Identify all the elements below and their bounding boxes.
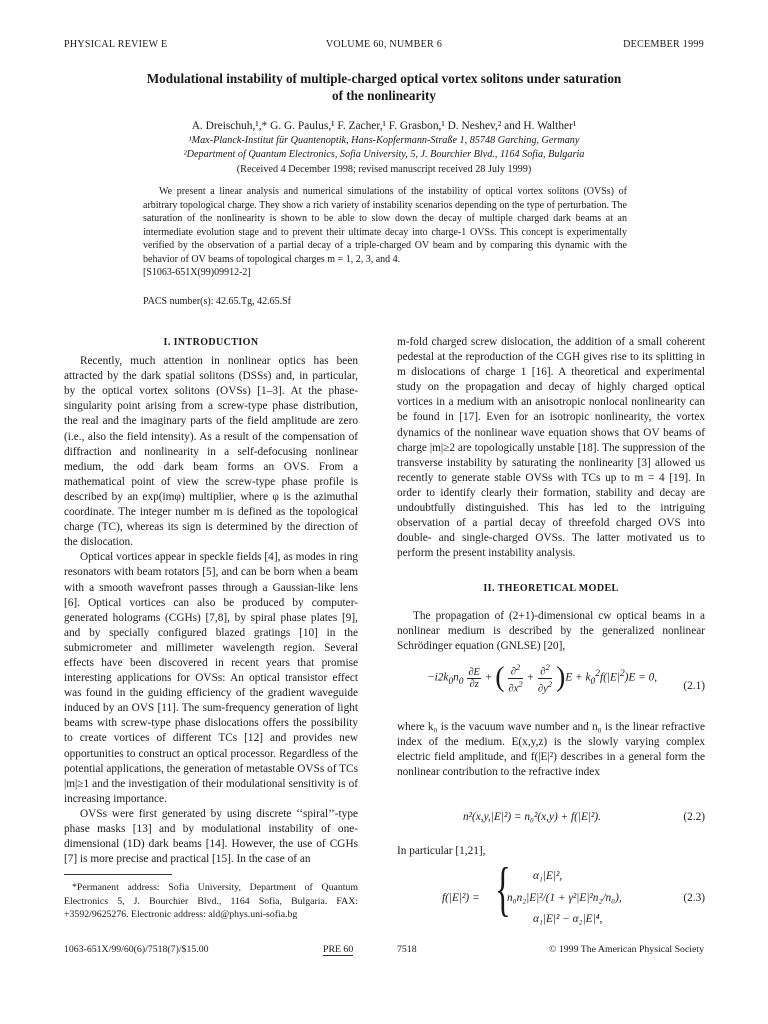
intro-paragraph-1: Recently, much attention in nonlinear optics has been attracted by the dark spatial solitons (DSSs) and, in particular, by the optical vortex solitons (OVSs) [1–3]. At the phase-singularity point arising from a screw-type phase distribution, the real and the imaginary parts of the field amplitude are zero (i.e., also the field intensity). As a result of the compensation of diffraction and nonlinearity in a self-defocusing nonlinear medium, the odd dark beam forms an OVS. From a mathematical point of view the screw-type phase profile is described by an exp(imφ) multiplier, where φ is the azimuthal coordinate. The integer number m is defined as the topological charge (TC), whereas its sign is determined by the direction of the dislocation.	[64, 355, 358, 549]
equation-2-3-case-3: α₁|E|² − α₂|E|⁴,	[533, 913, 603, 925]
section-heading-introduction: I. INTRODUCTION	[163, 337, 259, 348]
equation-2-2-body: n²(x,y,|E|²) = n₀²(x,y) + f(|E|²).	[463, 811, 601, 823]
equation-2-2-number: (2.2)	[683, 811, 705, 823]
equation-2-1-body: $-i2k_0n_0$ $\frac{\partial E}{\partial z}$ + ( $\frac{\partial^2}{\partial x^2}$ + $\frac{\partial^2}{\partial y^2}$ )$E + k_0^2f(|E|^2)E = 0$,	[427, 662, 658, 694]
equation-2-3	[397, 856, 705, 930]
left-column	[64, 335, 358, 867]
model-paragraph-2: where k₀ is the vacuum wave number and n₀ is the linear refractive index of the medium. E(x,y,z) is the slowly varying complex electric field amplitude, and f(|E|²) describes in a general form the nonlinear contribution to the refractive index	[397, 721, 705, 779]
affiliation-1: ¹Max-Planck-Institut für Quantenoptik, Hans-Kopfermann-Straße 1, 85748 Garching, Germany	[188, 135, 580, 146]
abstract-text: We present a linear analysis and numerical simulations of the instability of optical vortex solitons (OVSs) of arbitrary topological charge. They show a rich variety of instability scenarios depending on the type of perturbation. The saturation of the nonlinearity is shown to be able to slow down the decay of multiple charged dark beams at an intermediate evolution stage and to prevent their ultimate decay into charge-1 OVSs. This concept is experimentally verified by the observation of a partial decay of a triple-charged OV beam and by comparing this dynamic with the behavior of OV beams of topological charges m = 1, 2, 3, and 4.	[143, 186, 627, 265]
footnote-divider	[64, 874, 172, 875]
section-heading-theoretical-model: II. THEORETICAL MODEL	[483, 583, 619, 595]
equation-2-3-case-2: n₀n₂|E|²/(1 + γ²|E|²n₂/n₀),	[507, 892, 622, 904]
equation-2-3-number: (2.3)	[683, 892, 705, 904]
author-list: A. Dreischuh,¹,* G. G. Paulus,¹ F. Zacher,¹ F. Grasbon,¹ D. Neshev,² and H. Walther¹	[191, 120, 577, 132]
equation-2-1	[397, 662, 705, 702]
received-dates: (Received 4 December 1998; revised manuscript received 28 July 1999)	[236, 164, 532, 175]
pre-volume: PRE 60	[323, 944, 354, 955]
journal-code: 1063-651X/99/60(6)/7518(7)/$15.00	[64, 944, 209, 955]
journal-name: PHYSICAL REVIEW E	[64, 39, 168, 50]
equation-2-2	[397, 808, 705, 828]
model-paragraph-3: In particular [1,21],	[397, 845, 486, 857]
pacs-numbers: PACS number(s): 42.65.Tg, 42.65.Sf	[143, 296, 291, 307]
equation-2-3-lhs: f(|E|²) =	[442, 892, 480, 904]
equation-2-3-brace: {	[495, 856, 511, 922]
right-paragraph-1: m-fold charged screw dislocation, the addition of a small coherent pedestal at the reproduction of the CGH gives rise to its splitting in m dislocations of charge 1 [16]. A theoretical and experimental study on the propagation and decay of highly charged optical vortices in a medium with an anisotropic nonlocal nonlinearity can be found in [17]. Even for an isotropic nonlinearity, the vortex dynamics of the nonlinear wave equation shows that OV beams of charge |m|≥2 are topologically unstable [18]. The suppression of the transverse instability by saturating the nonlinearity [3] allowed us recently to generate stable OVSs with TCs up to m = 4 [19]. In order to identify clearly their formation, stability and decay are undoubtfully distinguished. This has led to the intriguing observation of a partial decay of threefold charged OVS into double- and single-charged OVSs. The latter motivated us to perform the present instability analysis.	[397, 336, 705, 560]
page-footer	[64, 944, 704, 958]
intro-paragraph-2: Optical vortices appear in speckle fields [4], as modes in ring resonators with beam rotators [5], and can be born when a beam with a smooth wavefront passes through a Gaussian-like lens [6]. Optical vortices can also be produced by computer-generated holograms (CGHs) [7,8], by spiral phase plates [9], and by specially configured blazed gratings [10] in the submicrometer and millimeter wavelength region. Several effects have been discovered in recent years that promise interesting applications for OVSs: An optical transistor effect was found in the guiding efficiency of the gradient waveguide induced by an OVS [11]. The sum-frequency generation of light beams with screw-type phase dislocations offers the possibility to create vortices of different TCs [12] and provides new opportunities to construct an optical processor. Regardless of the potential applications, the generation of metastable OVSs of TCs |m|≥1 and the investigation of their modulational sensitivity is of increasing importance.	[64, 551, 358, 805]
intro-paragraph-3: OVSs were first generated by using discrete ‘‘spiral’’-type phase masks [13] and by modulational instability of one-dimensional (1D) dark beams [14]. However, the use of CGHs [7] is more precise and practical [15]. In the case of an	[64, 807, 358, 866]
right-column-continued	[397, 720, 705, 780]
footnote: *Permanent address: Sofia University, Department of Quantum Electronics 5, J. Bourchier Blvd., 1164 Sofia, Bulgaria. FAX: +3592/9625276. Electronic address: ald@phys.uni-sofia.bg	[64, 882, 358, 920]
affiliation-2: ²Department of Quantum Electronics, Sofia University, 5, J. Bourchier Blvd., 1164 Sofia, Bulgaria	[183, 149, 585, 160]
running-head	[64, 39, 704, 53]
equation-2-3-case-1: α₁|E|²,	[533, 870, 563, 882]
copyright: © 1999 The American Physical Society	[548, 944, 704, 955]
title-line-2: of the nonlinearity	[331, 88, 437, 103]
equation-2-1-number: (2.1)	[683, 680, 705, 692]
abstract-id: [S1063-651X(99)09912-2]	[143, 267, 251, 278]
paper-title	[100, 70, 668, 104]
page-number: 7518	[397, 944, 417, 955]
model-paragraph-3-wrap	[397, 844, 705, 859]
volume-number: VOLUME 60, NUMBER 6	[325, 39, 443, 50]
model-paragraph-1: The propagation of (2+1)-dimensional cw optical beams in a nonlinear medium is described by the generalized nonlinear Schrödinger equation (GNLSE) [20],	[397, 609, 705, 652]
right-column	[397, 335, 705, 654]
title-line-1: Modulational instability of multiple-charged optical vortex solitons under saturation	[146, 71, 622, 86]
abstract	[143, 185, 627, 280]
issue-date: DECEMBER 1999	[623, 39, 704, 50]
